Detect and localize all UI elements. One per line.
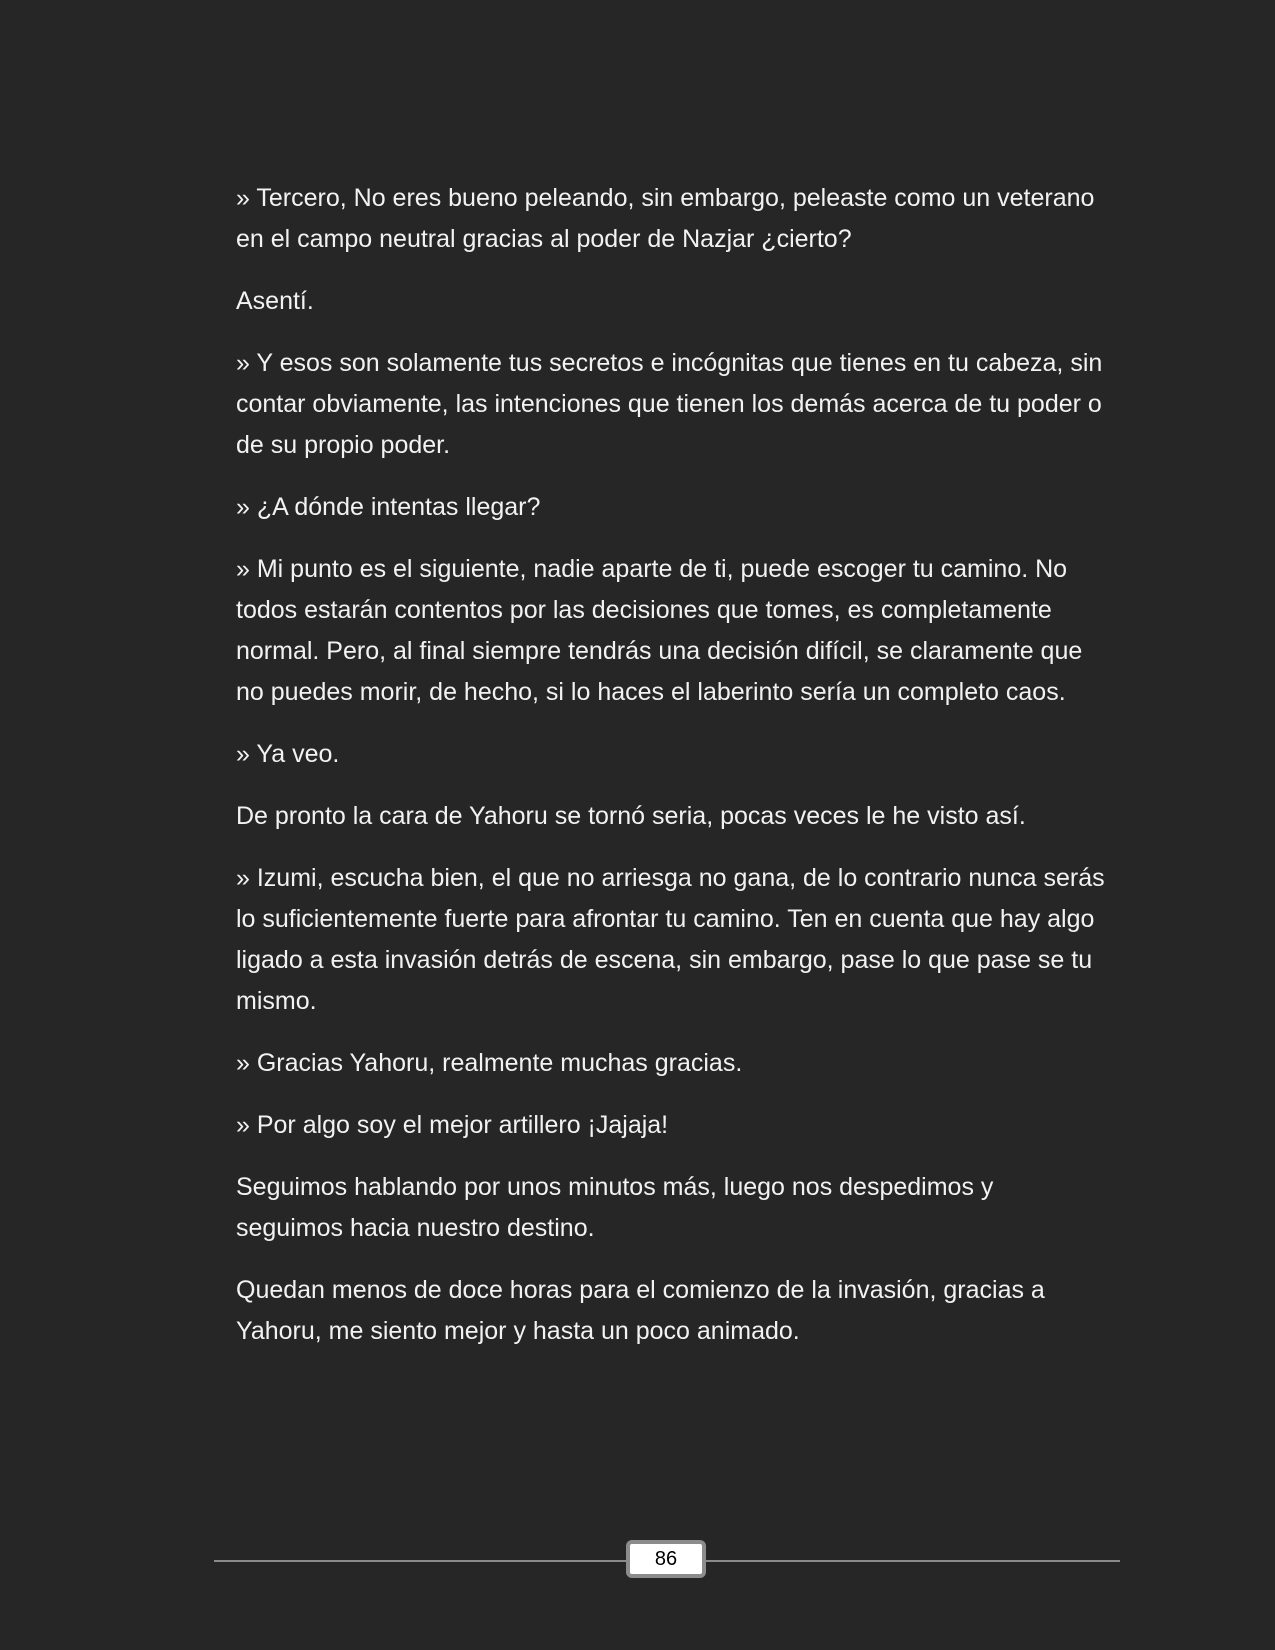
page-number-badge [626, 1540, 706, 1578]
paragraph: » Tercero, No eres bueno peleando, sin embargo, peleaste como un veterano en el campo neutral gracias al poder de Nazjar ¿cierto? [236, 184, 1095, 253]
body-text [236, 178, 1106, 1373]
paragraph: » Izumi, escucha bien, el que no arriesga no gana, de lo contrario nunca serás lo suficientemente fuerte para afrontar tu camino. Ten en cuenta que hay algo ligado a esta invasión detrás de escena, sin embargo, pase lo que pase se tu mismo. [236, 864, 1105, 1015]
paragraph: Asentí. [236, 287, 314, 315]
paragraph: Quedan menos de doce horas para el comienzo de la invasión, gracias a Yahoru, me siento mejor y hasta un poco animado. [236, 1276, 1045, 1345]
paragraph: De pronto la cara de Yahoru se tornó seria, pocas veces le he visto así. [236, 802, 1026, 830]
paragraph: » Por algo soy el mejor artillero ¡Jajaja! [236, 1111, 669, 1139]
paragraph: » ¿A dónde intentas llegar? [236, 493, 541, 521]
paragraph: » Gracias Yahoru, realmente muchas gracias. [236, 1049, 743, 1077]
paragraph: » Ya veo. [236, 740, 340, 768]
paragraph: Seguimos hablando por unos minutos más, luego nos despedimos y seguimos hacia nuestro destino. [236, 1173, 994, 1242]
page-number: 86 [654, 1547, 678, 1570]
paragraph: » Y esos son solamente tus secretos e incógnitas que tienes en tu cabeza, sin contar obviamente, las intenciones que tienen los demás acerca de tu poder o de su propio poder. [236, 349, 1103, 459]
paragraph: » Mi punto es el siguiente, nadie aparte de ti, puede escoger tu camino. No todos estarán contentos por las decisiones que tomes, es completamente normal. Pero, al final siempre tendrás una decisión difícil, se claramente que no puedes morir, de hecho, si lo haces el laberinto sería un completo caos. [236, 555, 1083, 706]
